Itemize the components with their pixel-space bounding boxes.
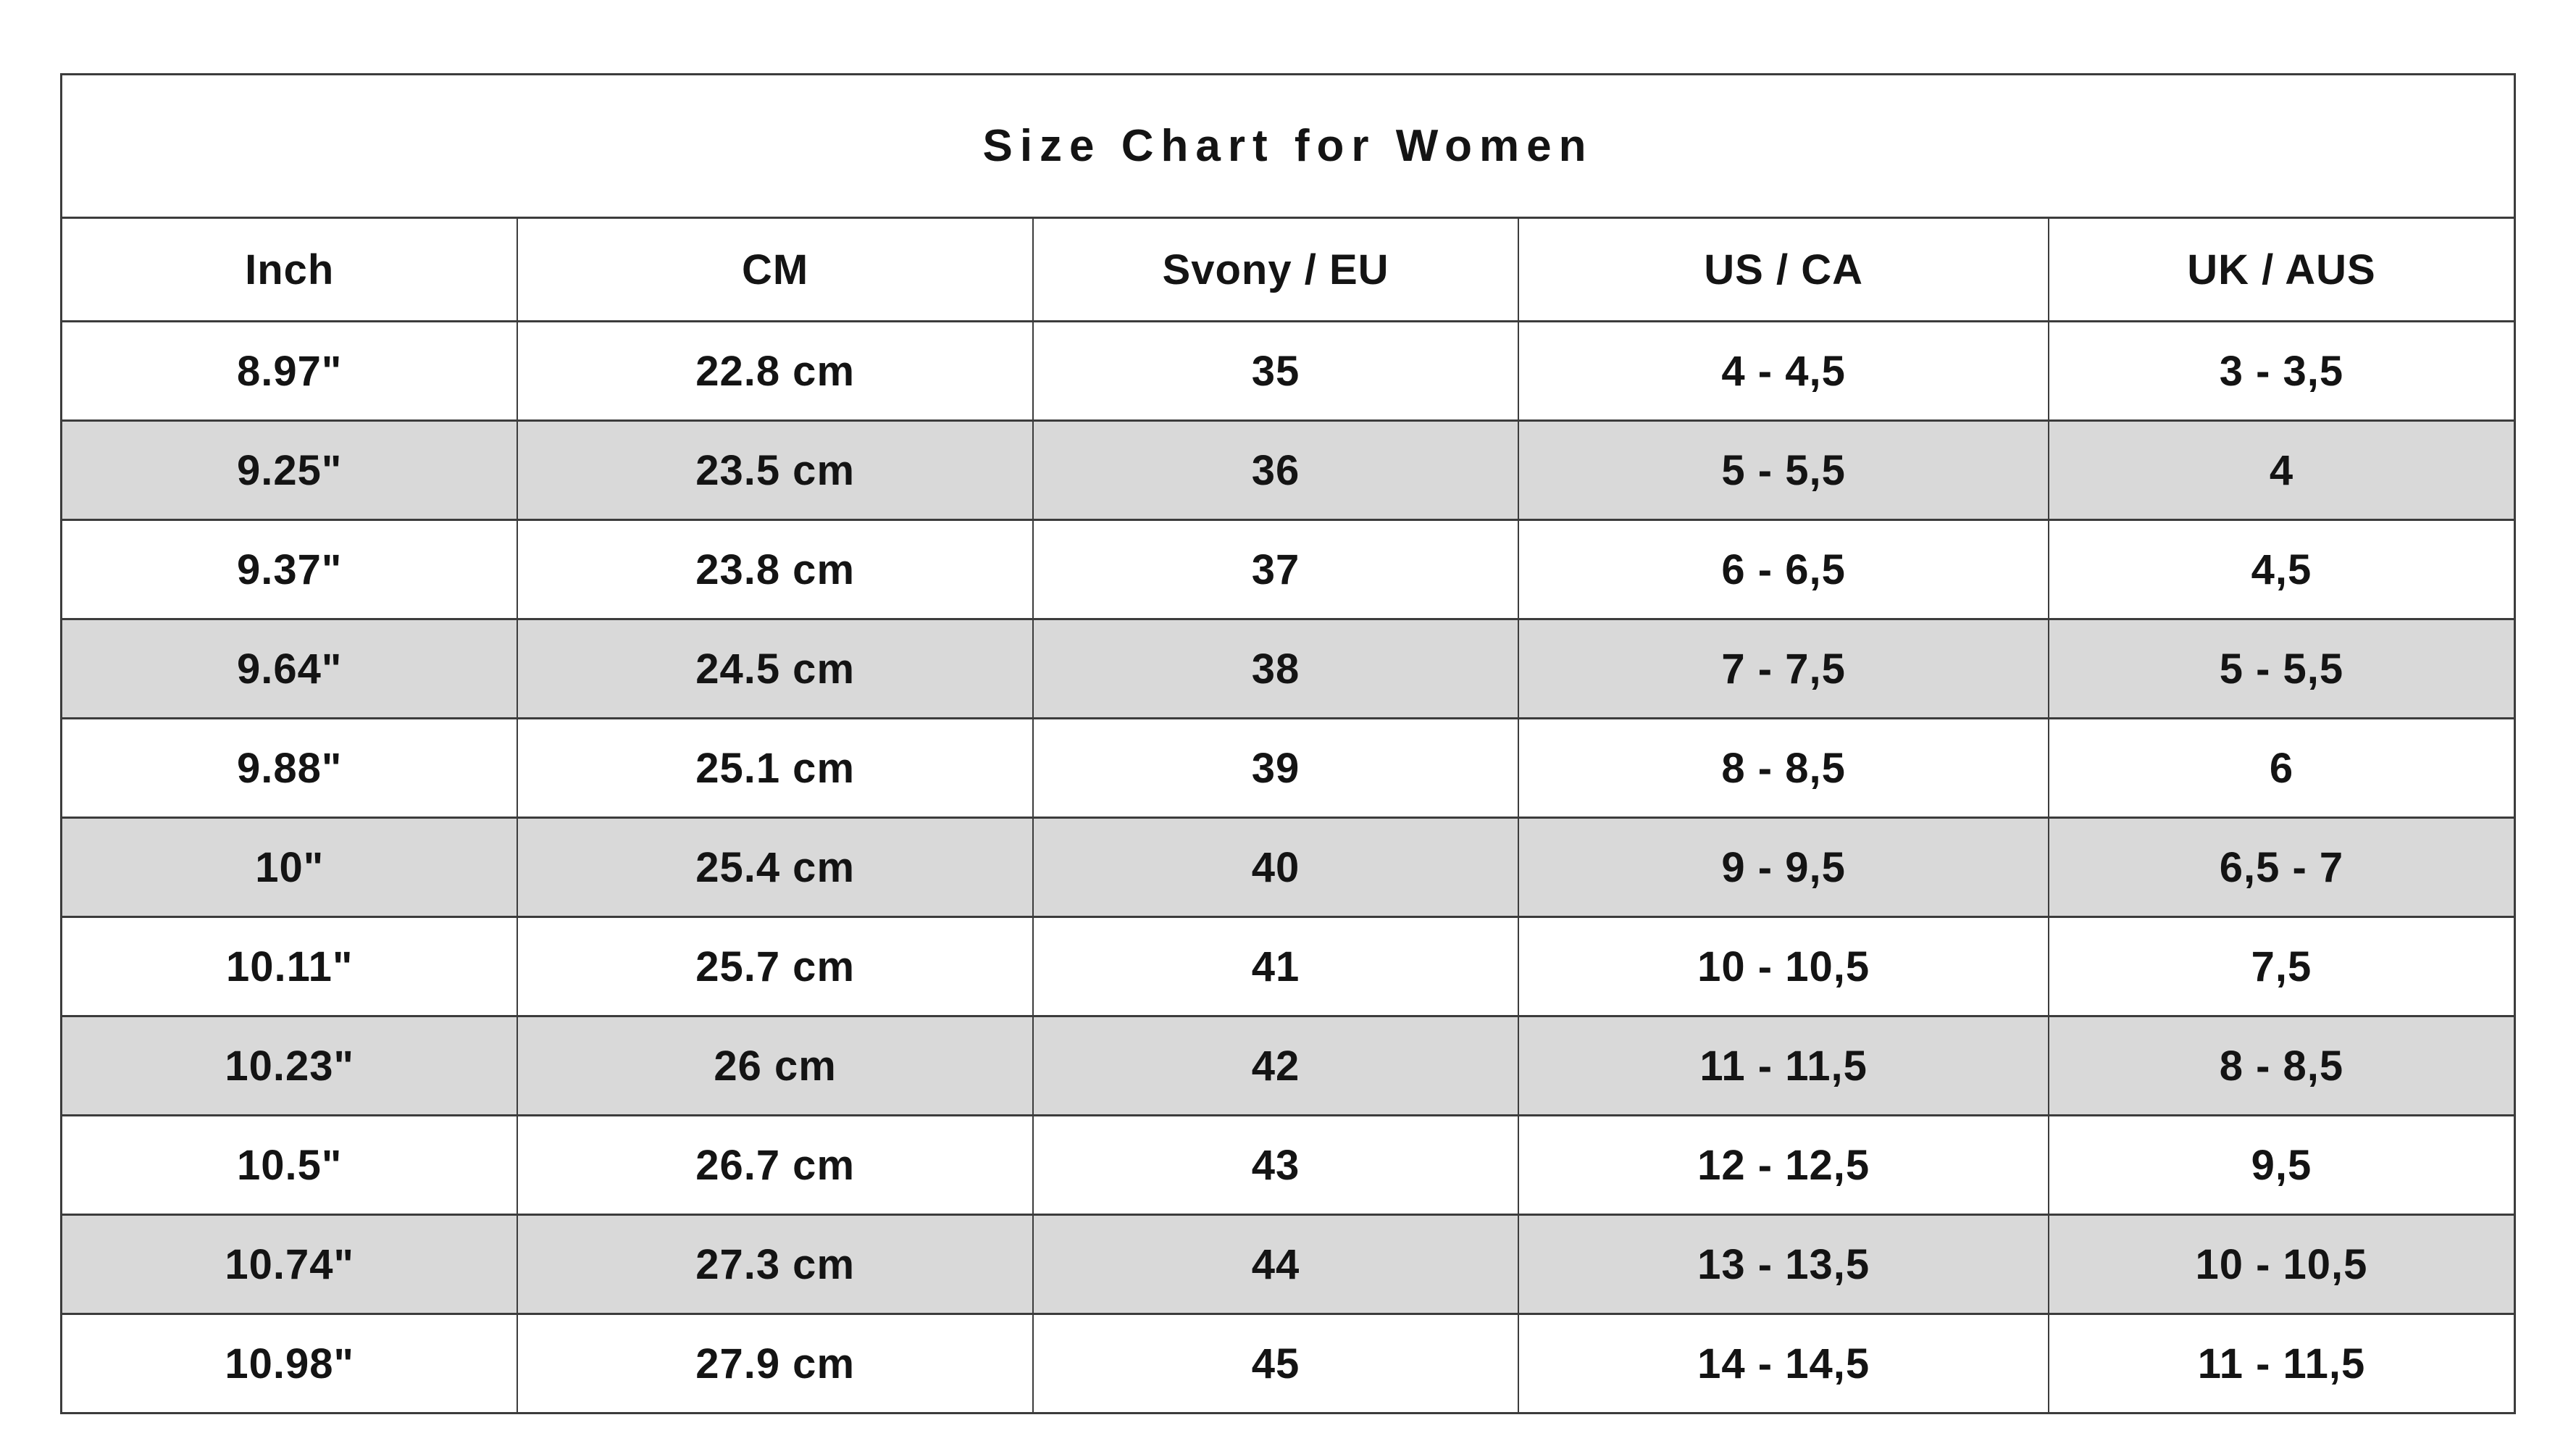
cell-us-ca: 9 - 9,5 <box>1518 818 2049 917</box>
cell-us-ca: 5 - 5,5 <box>1518 421 2049 520</box>
cell-eu: 44 <box>1033 1215 1519 1314</box>
cell-cm: 25.7 cm <box>517 917 1032 1016</box>
column-header-eu: Svony / EU <box>1033 218 1519 322</box>
table-row <box>62 1016 2515 1116</box>
cell-uk-aus: 8 - 8,5 <box>2049 1016 2515 1116</box>
cell-eu: 40 <box>1033 818 1519 917</box>
cell-eu: 36 <box>1033 421 1519 520</box>
cell-us-ca: 4 - 4,5 <box>1518 322 2049 421</box>
cell-uk-aus: 11 - 11,5 <box>2049 1314 2515 1413</box>
table-row <box>62 719 2515 818</box>
cell-cm: 26 cm <box>517 1016 1032 1116</box>
cell-eu: 43 <box>1033 1116 1519 1215</box>
cell-cm: 22.8 cm <box>517 322 1032 421</box>
cell-cm: 23.5 cm <box>517 421 1032 520</box>
cell-cm: 26.7 cm <box>517 1116 1032 1215</box>
cell-uk-aus: 9,5 <box>2049 1116 2515 1215</box>
cell-cm: 27.3 cm <box>517 1215 1032 1314</box>
table-row <box>62 1215 2515 1314</box>
cell-uk-aus: 5 - 5,5 <box>2049 619 2515 719</box>
cell-us-ca: 14 - 14,5 <box>1518 1314 2049 1413</box>
cell-inch: 9.37" <box>62 520 518 619</box>
cell-uk-aus: 6,5 - 7 <box>2049 818 2515 917</box>
table-row <box>62 619 2515 719</box>
table-row <box>62 421 2515 520</box>
cell-cm: 23.8 cm <box>517 520 1032 619</box>
cell-inch: 10.23" <box>62 1016 518 1116</box>
table-row <box>62 917 2515 1016</box>
table-row <box>62 322 2515 421</box>
cell-uk-aus: 4,5 <box>2049 520 2515 619</box>
cell-inch: 9.64" <box>62 619 518 719</box>
cell-cm: 25.4 cm <box>517 818 1032 917</box>
header-row <box>62 218 2515 322</box>
cell-eu: 41 <box>1033 917 1519 1016</box>
title-row <box>62 75 2515 218</box>
cell-eu: 35 <box>1033 322 1519 421</box>
cell-uk-aus: 10 - 10,5 <box>2049 1215 2515 1314</box>
cell-uk-aus: 4 <box>2049 421 2515 520</box>
size-chart <box>60 73 2516 1414</box>
cell-us-ca: 12 - 12,5 <box>1518 1116 2049 1215</box>
column-header-uk-aus: UK / AUS <box>2049 218 2515 322</box>
cell-us-ca: 11 - 11,5 <box>1518 1016 2049 1116</box>
cell-us-ca: 10 - 10,5 <box>1518 917 2049 1016</box>
cell-us-ca: 8 - 8,5 <box>1518 719 2049 818</box>
table-row <box>62 818 2515 917</box>
cell-cm: 27.9 cm <box>517 1314 1032 1413</box>
cell-inch: 9.25" <box>62 421 518 520</box>
cell-inch: 10.5" <box>62 1116 518 1215</box>
cell-inch: 10" <box>62 818 518 917</box>
cell-eu: 37 <box>1033 520 1519 619</box>
cell-inch: 10.11" <box>62 917 518 1016</box>
table-row <box>62 1116 2515 1215</box>
cell-eu: 45 <box>1033 1314 1519 1413</box>
cell-inch: 10.74" <box>62 1215 518 1314</box>
cell-us-ca: 13 - 13,5 <box>1518 1215 2049 1314</box>
cell-uk-aus: 6 <box>2049 719 2515 818</box>
cell-us-ca: 7 - 7,5 <box>1518 619 2049 719</box>
table-row <box>62 520 2515 619</box>
cell-inch: 10.98" <box>62 1314 518 1413</box>
cell-uk-aus: 7,5 <box>2049 917 2515 1016</box>
cell-eu: 38 <box>1033 619 1519 719</box>
table-row <box>62 1314 2515 1413</box>
cell-uk-aus: 3 - 3,5 <box>2049 322 2515 421</box>
column-header-cm: CM <box>517 218 1032 322</box>
column-header-us-ca: US / CA <box>1518 218 2049 322</box>
column-header-inch: Inch <box>62 218 518 322</box>
cell-cm: 24.5 cm <box>517 619 1032 719</box>
cell-inch: 8.97" <box>62 322 518 421</box>
cell-eu: 42 <box>1033 1016 1519 1116</box>
table-title: Size Chart for Women <box>62 75 2515 218</box>
size-chart-table <box>60 73 2516 1406</box>
cell-cm: 25.1 cm <box>517 719 1032 818</box>
cell-us-ca: 6 - 6,5 <box>1518 520 2049 619</box>
cell-eu: 39 <box>1033 719 1519 818</box>
cell-inch: 9.88" <box>62 719 518 818</box>
